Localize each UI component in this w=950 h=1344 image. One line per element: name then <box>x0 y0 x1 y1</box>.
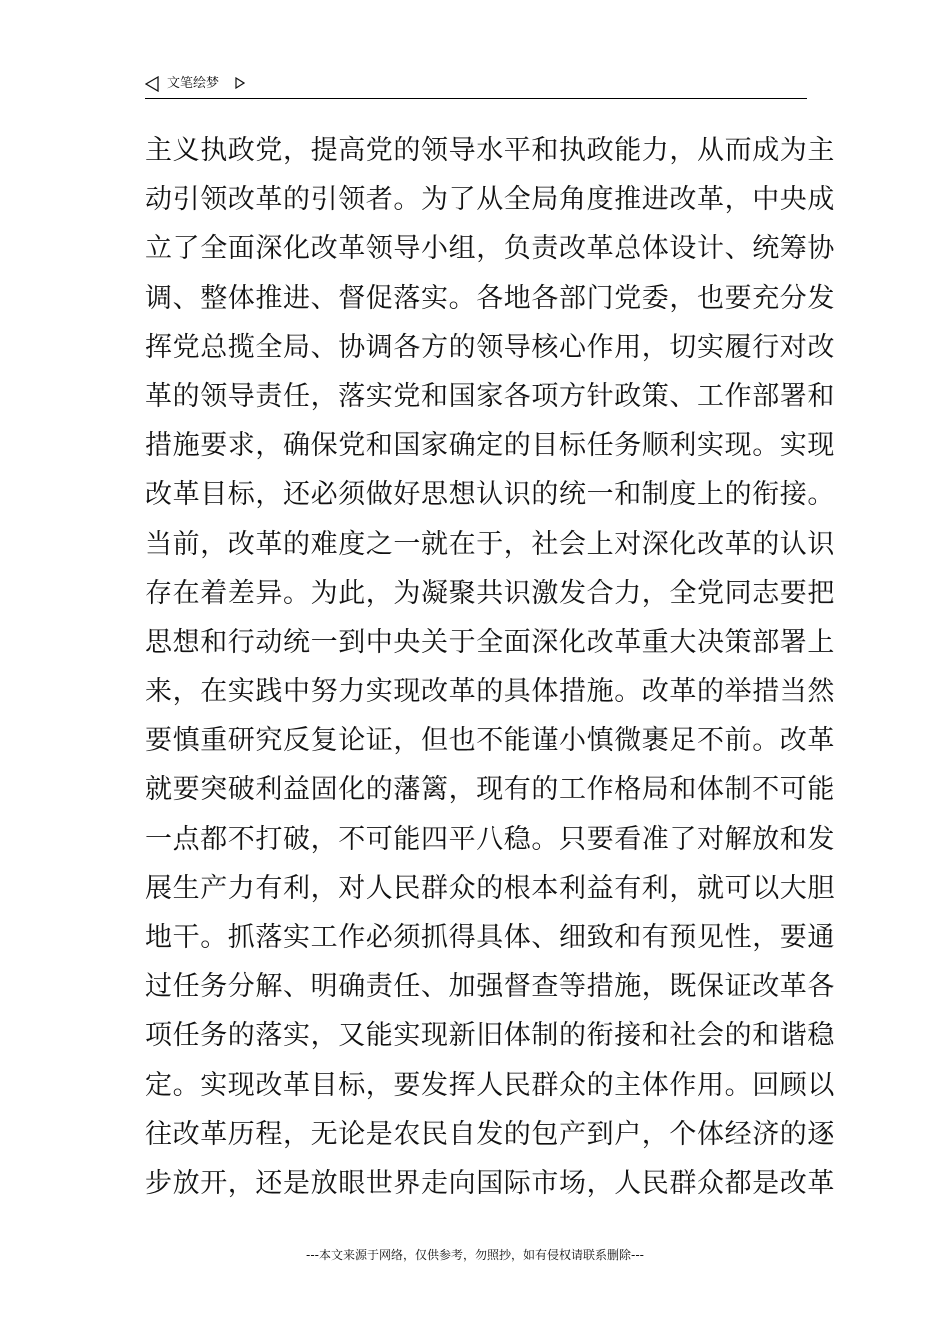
text-line: 当前，改革的难度之一就在于，社会上对深化改革的认识 <box>145 528 835 560</box>
triangle-right-icon <box>235 77 245 89</box>
text-line: 要慎重研究反复论证，但也不能谨小慎微裹足不前。改革 <box>145 725 835 757</box>
text-line: 挥党总揽全局、协调各方的领导核心作用，切实履行对改 <box>145 331 835 363</box>
text-line: 存在着差异。为此，为凝聚共识激发合力，全党同志要把 <box>145 577 835 609</box>
text-line: 地干。抓落实工作必须抓得具体、细致和有预见性，要通 <box>145 922 835 953</box>
text-line: 过任务分解、明确责任、加强督查等措施，既保证改革各 <box>145 971 835 1003</box>
header-title: 文笔绘梦 <box>167 76 220 91</box>
text-line: 主义执政党，提高党的领导水平和执政能力，从而成为主 <box>145 135 835 166</box>
text-line: 一点都不打破，不可能四平八稳。只要看准了对解放和发 <box>145 823 835 855</box>
text-line: 步放开，还是放眼世界走向国际市场，人民群众都是改革 <box>145 1167 835 1199</box>
footer-disclaimer: ---本文来源于网络，仅供参考，勿照抄，如有侵权请联系删除--- <box>306 1248 644 1262</box>
text-line: 调、整体推进、督促落实。各地各部门党委，也要充分发 <box>145 282 835 314</box>
text-line: 来，在实践中努力实现改革的具体措施。改革的举措当然 <box>145 676 835 708</box>
text-line: 就要突破利益固化的藩篱，现有的工作格局和体制不可能 <box>145 774 835 806</box>
text-line: 革的领导责任，落实党和国家各项方针政策、工作部署和 <box>145 380 835 412</box>
text-line: 立了全面深化改革领导小组，负责改革总体设计、统筹协 <box>145 233 835 265</box>
text-line: 往改革历程，无论是农民自发的包产到户，个体经济的逐 <box>145 1118 835 1150</box>
text-line: 动引领改革的引领者。为了从全局角度推进改革，中央成 <box>145 184 835 216</box>
text-line: 措施要求，确保党和国家确定的目标任务顺利实现。实现 <box>145 430 835 462</box>
document-body <box>145 126 835 1208</box>
text-line: 改革目标，还必须做好思想认识的统一和制度上的衔接。 <box>145 479 835 511</box>
page-header <box>145 74 807 99</box>
text-line: 定。实现改革目标，要发挥人民群众的主体作用。回顾以 <box>145 1069 835 1101</box>
text-line: 展生产力有利，对人民群众的根本利益有利，就可以大胆 <box>145 872 835 904</box>
triangle-left-icon <box>145 76 159 92</box>
text-line: 项任务的落实，又能实现新旧体制的衔接和社会的和谐稳 <box>145 1020 835 1052</box>
text-line: 思想和行动统一到中央关于全面深化改革重大决策部署上 <box>145 626 835 658</box>
